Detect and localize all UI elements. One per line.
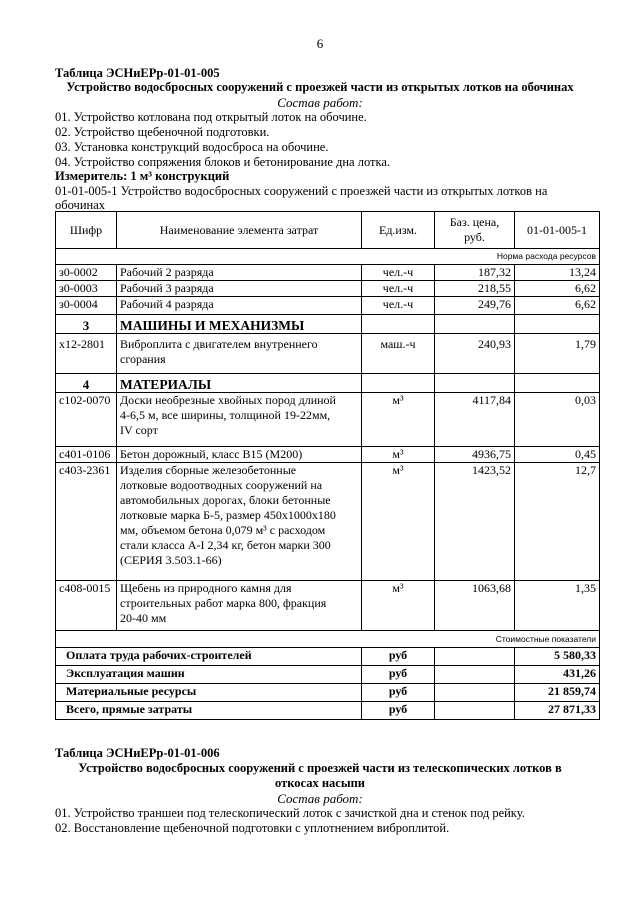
table-cell: 1423,52 <box>435 463 515 581</box>
table-cell: руб <box>362 666 435 684</box>
table-cell: Щебень из природного камня для строительных работ марка 800, фракция 20-40 мм <box>117 581 362 631</box>
table2-sostav-label: Состав работ: <box>277 791 363 806</box>
table-cell: м³ <box>362 463 435 581</box>
col-name-header: Наименование элемента затрат <box>117 212 362 249</box>
table-cell <box>515 374 600 393</box>
table-cell: х12-2801 <box>56 334 117 374</box>
table-cell: с401-0106 <box>56 447 117 463</box>
table-cell: руб <box>362 684 435 702</box>
table-cell: маш.-ч <box>362 334 435 374</box>
table-cell: с403-2361 <box>56 463 117 581</box>
table-cell: 240,93 <box>435 334 515 374</box>
table-cell: Виброплита с двигателем внутреннего сгорания <box>117 334 362 374</box>
table-cell: Всего, прямые затраты <box>56 702 362 720</box>
work-item: 04. Устройство сопряжения блоков и бетонирование дна лотка. <box>55 155 391 169</box>
col-norm-header: 01-01-005-1 <box>515 212 600 249</box>
table-cell: 4117,84 <box>435 393 515 447</box>
work-item: 02. Устройство щебеночной подготовки. <box>55 125 270 139</box>
total-row <box>56 666 600 684</box>
table-subtitle: Устройство водосбросных сооружений с проезжей части из открытых лотков на обочинах <box>66 80 574 94</box>
table-cell: м³ <box>362 447 435 463</box>
table-cell <box>362 374 435 393</box>
table-row <box>56 447 600 463</box>
section-header-machines <box>56 315 600 334</box>
table-cell <box>435 702 515 720</box>
table-cell: Бетон дорожный, класс В15 (М200) <box>117 447 362 463</box>
table-cell: Рабочий 2 разряда <box>117 265 362 281</box>
table-cell: МАШИНЫ И МЕХАНИЗМЫ <box>117 315 362 334</box>
table-row <box>56 297 600 315</box>
table-cell <box>435 374 515 393</box>
table-cell <box>515 315 600 334</box>
table-cell <box>435 648 515 666</box>
table-row <box>56 581 600 631</box>
measure-unit: Измеритель: 1 м³ конструкций <box>55 169 230 183</box>
table2-subtitle-cont: откосах насыпи <box>274 776 365 790</box>
table-row <box>56 281 600 297</box>
table-cell: чел.-ч <box>362 265 435 281</box>
total-row <box>56 684 600 702</box>
col-unit-header: Ед.изм. <box>362 212 435 249</box>
table-cell: 12,7 <box>515 463 600 581</box>
table-cell: с408-0015 <box>56 581 117 631</box>
table-cell: Рабочий 4 разряда <box>117 297 362 315</box>
page-number: 6 <box>316 36 324 51</box>
table-cell: руб <box>362 648 435 666</box>
total-row <box>56 702 600 720</box>
table2-subtitle: Устройство водосбросных сооружений с проезжей части из телескопических лотков в <box>78 761 562 775</box>
table-cell <box>435 684 515 702</box>
table-cell: чел.-ч <box>362 297 435 315</box>
table-cell: м³ <box>362 393 435 447</box>
table-cell: 3 <box>56 315 117 334</box>
table-cell: чел.-ч <box>362 281 435 297</box>
table-cell: Эксплуатация машин <box>56 666 362 684</box>
total-row <box>56 648 600 666</box>
table-row <box>56 265 600 281</box>
table-cell: 0,45 <box>515 447 600 463</box>
table-cell: з0-0002 <box>56 265 117 281</box>
table-cell: 1063,68 <box>435 581 515 631</box>
table-cell <box>362 315 435 334</box>
table-cell: з0-0004 <box>56 297 117 315</box>
table-cell: 4 <box>56 374 117 393</box>
norm-label-row <box>56 249 600 265</box>
table-cell: 13,24 <box>515 265 600 281</box>
table-cell: 249,76 <box>435 297 515 315</box>
table-title: Таблица ЭСНиЕРр-01-01-005 <box>55 66 220 80</box>
table-cell: Рабочий 3 разряда <box>117 281 362 297</box>
table-cell: 27 871,33 <box>515 702 600 720</box>
table-cell <box>435 315 515 334</box>
table-cell: м³ <box>362 581 435 631</box>
table-cell: МАТЕРИАЛЫ <box>117 374 362 393</box>
table-cell: Доски необрезные хвойных пород длиной 4-6,5 м, все ширины, толщиной 19-22мм, IV сорт <box>117 393 362 447</box>
item-title-cont: обочинах <box>55 198 105 212</box>
table-cell: 4936,75 <box>435 447 515 463</box>
table-cell: 21 859,74 <box>515 684 600 702</box>
sostav-label: Состав работ: <box>277 95 363 110</box>
cost-label-row <box>56 631 600 648</box>
table-cell: 1,35 <box>515 581 600 631</box>
table-cell: 6,62 <box>515 281 600 297</box>
table-cell: 0,03 <box>515 393 600 447</box>
table-cell: Оплата труда рабочих-строителей <box>56 648 362 666</box>
table-cell: з0-0003 <box>56 281 117 297</box>
work-item: 03. Установка конструкций водосброса на обочине. <box>55 140 329 154</box>
table-cell: Материальные ресурсы <box>56 684 362 702</box>
table2-work-item: 02. Восстановление щебеночной подготовки с уплотнением виброплитой. <box>55 821 450 835</box>
table-cell <box>435 666 515 684</box>
norm-label: Норма расхода ресурсов <box>56 249 600 265</box>
table-cell: 187,32 <box>435 265 515 281</box>
table-cell: с102-0070 <box>56 393 117 447</box>
table-cell: 5 580,33 <box>515 648 600 666</box>
table-cell: 218,55 <box>435 281 515 297</box>
resource-table <box>55 211 600 720</box>
table2-work-item: 01. Устройство траншеи под телескопический лоток с зачисткой дна и стенок под рейку. <box>55 806 525 820</box>
table2-title: Таблица ЭСНиЕРр-01-01-006 <box>55 746 220 760</box>
table-cell: 1,79 <box>515 334 600 374</box>
table-cell: руб <box>362 702 435 720</box>
table-cell: 431,26 <box>515 666 600 684</box>
cost-label: Стоимостные показатели <box>56 631 600 648</box>
table-header <box>56 212 600 249</box>
col-price-header: Баз. цена, руб. <box>435 212 515 249</box>
work-item: 01. Устройство котлована под открытый лоток на обочине. <box>55 110 367 124</box>
table-row <box>56 463 600 581</box>
table-cell: 6,62 <box>515 297 600 315</box>
section-header-materials <box>56 374 600 393</box>
table-row <box>56 334 600 374</box>
table-row <box>56 393 600 447</box>
table-cell: Изделия сборные железобетонные лотковые водоотводных сооружений на автомобильных дорогах, блоки бетонные лотковые марка Б-5, размер 450x1000x180 мм, объемом бетона 0,079 м³ с расходом стали класса А-I 2,34 кг, бетон марки 300 (СЕРИЯ 3.503.1-66) <box>117 463 362 581</box>
col-code-header: Шифр <box>56 212 117 249</box>
item-title: 01-01-005-1 Устройство водосбросных сооружений с проезжей части из открытых лотков на <box>55 184 548 198</box>
